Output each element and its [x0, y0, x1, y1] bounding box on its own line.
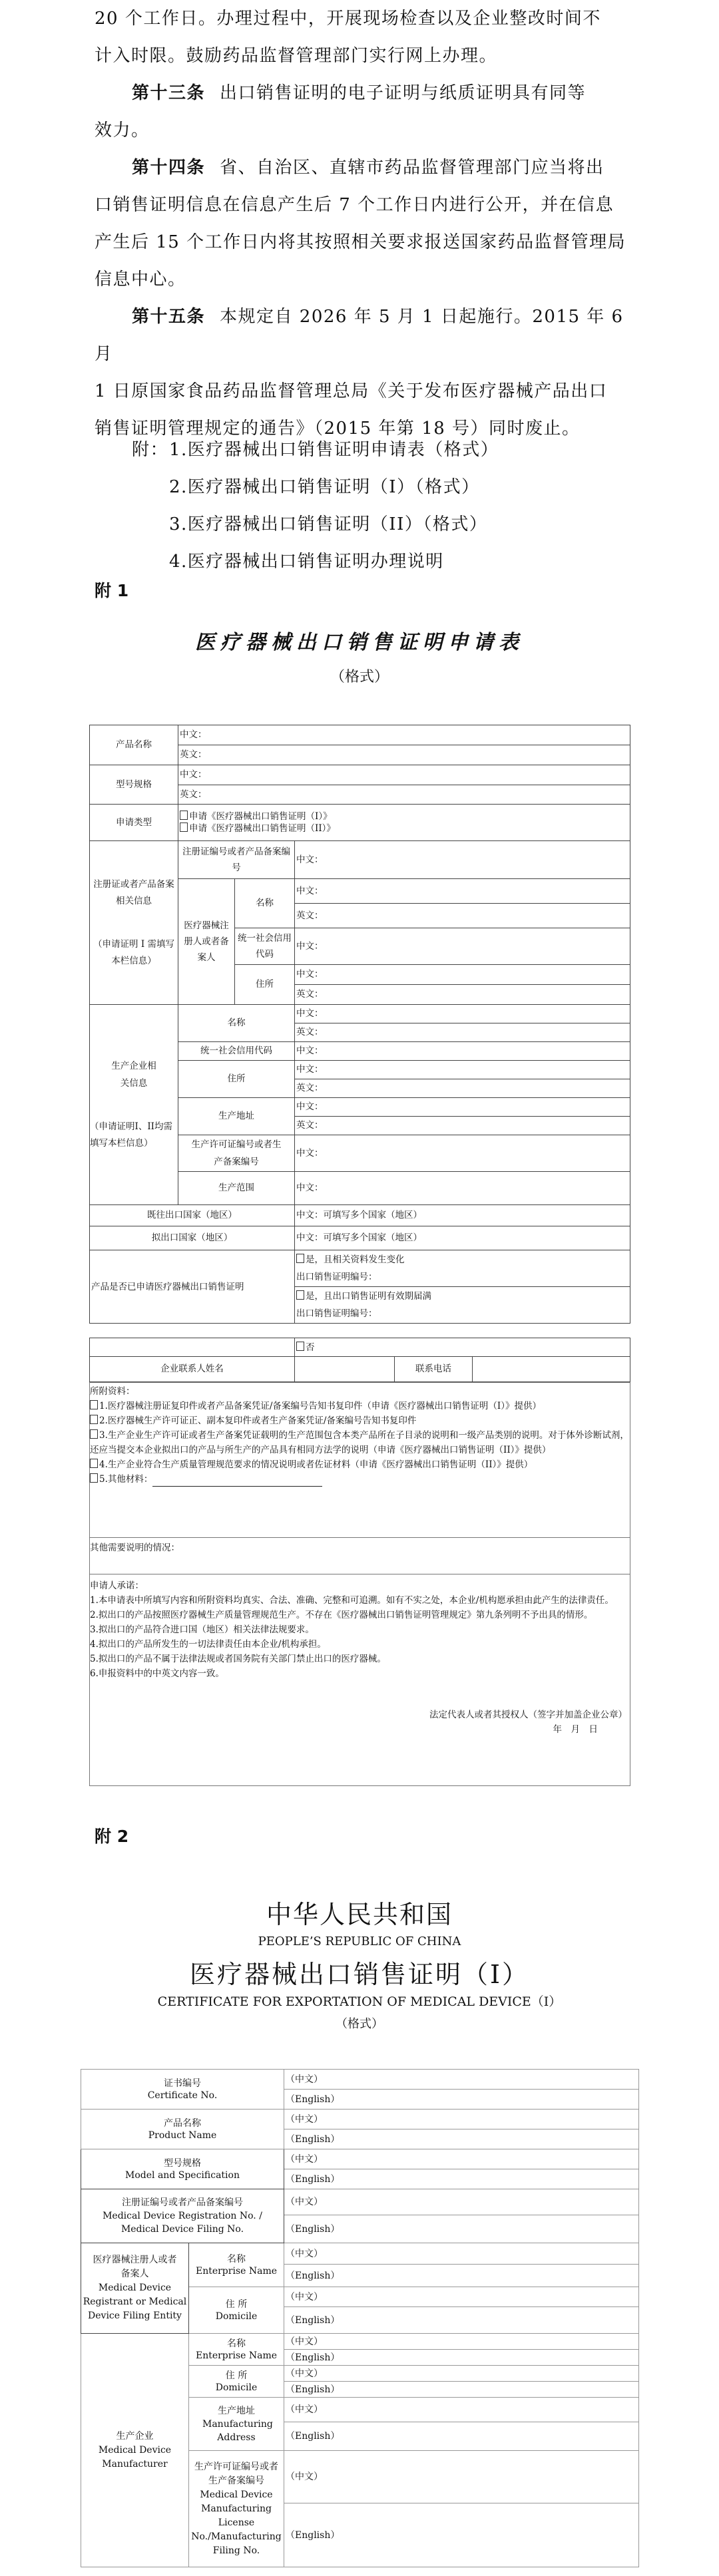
field-reg-no-zh[interactable]: 中文：	[295, 841, 630, 879]
label-mfg-address: 生产地址	[178, 1098, 295, 1135]
label-reg-section	[90, 841, 178, 1005]
field-reg-zh[interactable]: （中文）	[284, 2189, 639, 2215]
text-line: 计入时限。鼓励药品监督管理部门实行网上办理。	[95, 46, 498, 66]
checkbox-icon[interactable]	[90, 1473, 98, 1483]
reg-section-title: 注册证或者产品备案相关信息	[93, 878, 174, 906]
field-registrant-name-zh[interactable]: （中文）	[284, 2243, 639, 2265]
field-mfr-domicile-en[interactable]: 英文：	[295, 1079, 630, 1098]
pledge-section	[90, 1574, 630, 1786]
field-product-name-en[interactable]: 英文：	[178, 745, 630, 765]
article-15	[95, 298, 632, 447]
label-zh: 证书编号	[164, 2078, 201, 2089]
materials-section	[90, 1383, 630, 1538]
field-mfg-license-en[interactable]: （English）	[284, 2503, 639, 2567]
app-type-options	[178, 805, 630, 841]
field-prev-countries[interactable]: 中文：可填写多个国家（地区）	[295, 1205, 630, 1226]
field-product-zh[interactable]: （中文）	[284, 2110, 639, 2129]
certificate-table	[81, 2069, 639, 2567]
field-mfr-name-en[interactable]: 英文：	[295, 1023, 630, 1042]
field-contact-name[interactable]	[295, 1357, 395, 1382]
pledge-item: 6.申报资料中的中英文内容一致。	[90, 1668, 224, 1679]
application-form-block	[89, 1382, 630, 1786]
label-en: Medical Device Registration No. / Medical Device Filing No.	[103, 2211, 262, 2235]
application-form-table-continued	[89, 1338, 630, 1382]
label-mfr-domicile	[189, 2366, 284, 2398]
checkbox-material-5[interactable]: 5.其他材料：	[90, 1472, 630, 1487]
label-en: Medical Device Manufacturing License No./Manufacturing Filing No.	[191, 2489, 282, 2556]
label-mfg-scope: 生产范围	[178, 1172, 295, 1205]
attachment-link-3[interactable]: 3.医疗器械出口销售证明（II）（格式）	[169, 514, 488, 534]
article-15-label: 第十五条	[132, 307, 206, 327]
label-contact-phone: 联系电话	[395, 1357, 473, 1382]
field-mfr-domicile-zh[interactable]: 中文：	[295, 1061, 630, 1079]
field-registrant-name-zh[interactable]: 中文：	[295, 879, 630, 904]
label-zh: 医疗器械注册人或者备案人	[93, 2255, 177, 2279]
field-registrant-domicile-zh[interactable]: 中文：	[295, 965, 630, 985]
field-mfr-name-zh[interactable]: （中文）	[284, 2334, 639, 2350]
field-mfg-address-zh[interactable]: 中文：	[295, 1098, 630, 1117]
attachment-link-2[interactable]: 2.医疗器械出口销售证明（I）（格式）	[169, 477, 480, 497]
label-mfg-address	[189, 2398, 284, 2451]
label-zh: 住 所	[225, 2370, 248, 2381]
label-zh: 名称	[227, 2253, 246, 2265]
checkbox-app-type-2[interactable]: 申请《医疗器械出口销售证明（II）》	[180, 823, 628, 834]
label-zh: 生产企业	[116, 2430, 154, 2442]
text-line: 口销售证明信息在信息产生后 7 个工作日内进行公开，并在信息	[95, 195, 614, 215]
label-product-name: 产品名称	[90, 725, 178, 765]
checkbox-yes-expired[interactable]: 是，且出口销售证明有效期届满	[296, 1288, 628, 1305]
field-product-name-zh[interactable]: 中文：	[178, 725, 630, 745]
label-cert-no	[81, 2070, 284, 2110]
label-contact-name: 企业联系人姓名	[90, 1357, 295, 1382]
checkbox-icon[interactable]	[296, 1342, 304, 1351]
field-model-en[interactable]: 英文：	[178, 785, 630, 805]
pledge-title: 申请人承诺：	[90, 1580, 144, 1591]
annex-2-subtitle: （格式）	[336, 2017, 383, 2031]
label-mfg-license	[189, 2451, 284, 2567]
label-registrant-name: 名称	[235, 879, 295, 928]
label-mfg-license: 生产许可证编号或者生产备案编号	[178, 1135, 295, 1172]
country-name-en: PEOPLE’S REPUBLIC OF CHINA	[258, 1934, 461, 1948]
label-registrant-credit-code: 统一社会信用代码	[235, 928, 295, 965]
checkbox-icon[interactable]	[296, 1254, 304, 1263]
checkbox-material-4[interactable]: 4.生产企业符合生产质量管理规范要求的情况说明或者佐证材料（申请《医疗器械出口销售证明（II）》提供）	[90, 1457, 630, 1472]
certificate-title-zh: 医疗器械出口销售证明（I）	[189, 1960, 529, 1989]
checkbox-icon[interactable]	[180, 811, 188, 820]
checkbox-no[interactable]: 否	[295, 1338, 630, 1357]
label-app-type: 申请类型	[90, 805, 178, 841]
label-zh: 产品名称	[164, 2117, 201, 2129]
field-mfr-name-zh[interactable]: 中文：	[295, 1005, 630, 1023]
text-line: 省、自治区、直辖市药品监督管理部门应当将出	[220, 158, 604, 178]
label-en: Medical Device Manufacturer	[98, 2444, 172, 2470]
reg-section-note: （申请证明 I 需填写本栏信息）	[93, 938, 174, 966]
other-materials-input[interactable]	[152, 1477, 322, 1487]
pledge-item: 3.拟出口的产品符合进口国（地区）相关法律法规要求。	[90, 1624, 314, 1635]
body-paragraph-12-tail	[95, 0, 632, 75]
field-model-en[interactable]: （English）	[284, 2169, 639, 2189]
field-cert-no-2[interactable]: 出口销售证明编号：	[296, 1308, 377, 1319]
field-registrant-domicile-en[interactable]: （English）	[284, 2307, 639, 2334]
field-registrant-domicile-en[interactable]: 英文：	[295, 985, 630, 1005]
label-mfr-name: 名称	[178, 1005, 295, 1042]
field-registrant-domicile-zh[interactable]: （中文）	[284, 2287, 639, 2307]
text-line: 产生后 15 个工作日内将其按照相关要求报送国家药品监督管理局	[95, 232, 626, 252]
checkbox-app-type-1[interactable]: 申请《医疗器械出口销售证明（I）》	[180, 811, 628, 823]
field-registrant-name-en[interactable]: （English）	[284, 2265, 639, 2287]
label-en: Domicile	[215, 2382, 258, 2393]
attachment-prefix: 附：	[132, 440, 169, 460]
label-registrant-domicile	[189, 2287, 284, 2334]
field-mfg-license-zh[interactable]: 中文：	[295, 1135, 630, 1172]
field-registrant-name-en[interactable]: 英文：	[295, 904, 630, 928]
country-name-zh: 中华人民共和国	[266, 1900, 453, 1929]
field-mfg-license-zh[interactable]: （中文）	[284, 2451, 639, 2503]
field-mfg-address-en[interactable]: 英文：	[295, 1117, 630, 1135]
field-mfr-domicile-en[interactable]: （English）	[284, 2382, 639, 2398]
annex-1-label: 附 1	[95, 581, 129, 600]
field-contact-phone[interactable]	[473, 1357, 630, 1382]
checkbox-icon[interactable]	[90, 1459, 98, 1468]
label-en: Enterprise Name	[195, 2265, 278, 2277]
annex-2-label: 附 2	[95, 1827, 129, 1846]
label-en: Certificate No.	[147, 2090, 218, 2101]
checkbox-icon[interactable]	[90, 1400, 98, 1409]
annex-1-subtitle: （格式）	[330, 669, 389, 685]
label-product-name	[81, 2110, 284, 2149]
pledge-item: 1.本申请表中所填写内容和所附资料均真实、合法、准确、完整和可追溯。如有不实之处，本企业/机构愿承担由此产生的法律责任。	[90, 1595, 614, 1606]
text-line: 信息中心。	[95, 270, 186, 289]
field-mfr-credit-code-zh[interactable]: 中文：	[295, 1042, 630, 1061]
article-14	[95, 149, 632, 298]
field-mfr-name-en[interactable]: （English）	[284, 2350, 639, 2366]
label-zh: 名称	[227, 2338, 246, 2349]
other-notes-label: 其他需要说明的情况：	[90, 1543, 180, 1553]
label-model-spec: 型号规格	[90, 765, 178, 805]
label-zh: 注册证编号或者产品备案编号	[122, 2197, 243, 2208]
checkbox-icon[interactable]	[90, 1415, 98, 1424]
label-registrant: 医疗器械注册人或者备案人	[178, 879, 235, 1005]
label-registrant-domicile: 住所	[235, 965, 295, 1005]
checkbox-icon[interactable]	[180, 823, 188, 832]
signature-line: 法定代表人或者其授权人（签字并加盖企业公章）	[429, 1710, 627, 1720]
label-zh: 住 所	[225, 2299, 248, 2310]
mfr-section-title: 生产企业相关信息	[111, 1061, 156, 1089]
article-14-label: 第十四条	[132, 158, 206, 178]
text-line: 出口销售证明的电子证明与纸质证明具有同等	[220, 83, 587, 103]
label-mfr-credit-code: 统一社会信用代码	[178, 1042, 295, 1061]
article-13	[95, 75, 632, 149]
pledge-item: 4.拟出口的产品所发生的一切法律责任由本企业/机构承担。	[90, 1639, 326, 1650]
checkbox-icon[interactable]	[296, 1290, 304, 1300]
field-model-zh[interactable]: 中文：	[178, 765, 630, 785]
pledge-item: 5.拟出口的产品不属于法律法规或者国务院有关部门禁止出口的医疗器械。	[90, 1654, 386, 1664]
label-registrant	[81, 2243, 189, 2334]
checkbox-material-2[interactable]: 2.医疗器械生产许可证正、副本复印件或者生产备案凭证/备案编号告知书复印件	[90, 1413, 630, 1428]
label-mfr-domicile: 住所	[178, 1061, 295, 1098]
label-en: Manufacturing Address	[202, 2418, 273, 2443]
option-yes-changed	[295, 1250, 630, 1287]
attachment-link-1[interactable]: 1.医疗器械出口销售证明申请表（格式）	[169, 440, 499, 460]
checkbox-material-3[interactable]: 3.生产企业生产许可证或者生产备案凭证载明的生产范围包含本类产品所在子目录的说明和一级产品类别的说明。对于体外诊断试剂，还应当提交本企业拟出口的产品与所生产的产品具有相同方法学的说明（申请《医疗器械出口销售证明（II）》提供）	[90, 1430, 629, 1455]
empty-cell	[90, 1338, 295, 1357]
label-mfr-section	[90, 1005, 178, 1205]
materials-title: 所附资料：	[90, 1386, 135, 1397]
field-cert-no-en[interactable]: （English）	[284, 2090, 639, 2110]
label-registrant-name	[189, 2243, 284, 2287]
field-cert-no-zh[interactable]: （中文）	[284, 2070, 639, 2090]
label-en: Medical Device Registrant or Medical Device Filing Entity	[83, 2283, 187, 2321]
text-line: 1 日原国家食品药品监督管理总局《关于发布医疗器械产品出口	[95, 381, 608, 401]
field-product-en[interactable]: （English）	[284, 2129, 639, 2149]
label-zh: 生产许可证编号或者生产备案编号	[194, 2461, 278, 2486]
label-reg-no	[81, 2189, 284, 2243]
label-en: Model and Specification	[125, 2169, 240, 2181]
label-en: Domicile	[215, 2310, 258, 2322]
label-reg-no: 注册证编号或者产品备案编号	[178, 841, 295, 879]
label-mfr-name	[189, 2334, 284, 2366]
text-line: 本规定自 2026 年 5 月 1 日起施行。2015 年 6 月	[95, 307, 624, 364]
mfr-section-note: （申请证明I、II均需填写本栏信息）	[90, 1121, 172, 1149]
label-planned-countries: 拟出口国家（地区）	[90, 1226, 295, 1250]
pledge-item: 2.拟出口的产品按照医疗器械生产质量管理规范生产。不存在《医疗器械出口销售证明管理规定》第九条列明不予出具的情形。	[90, 1610, 593, 1620]
label-zh: 生产地址	[218, 2405, 255, 2416]
field-planned-countries[interactable]: 中文：可填写多个国家（地区）	[295, 1226, 630, 1250]
checkbox-material-1[interactable]: 1.医疗器械注册证复印件或者产品备案凭证/备案编号告知书复印件（申请《医疗器械出口销售证明（I）》提供）	[90, 1399, 630, 1413]
text-line: 20 个工作日。办理过程中，开展现场检查以及企业整改时间不	[95, 9, 601, 29]
article-13-label: 第十三条	[132, 83, 206, 103]
certificate-title-en: CERTIFICATE FOR EXPORTATION OF MEDICAL DEVICE（I）	[157, 1994, 562, 2009]
field-mfr-domicile-zh[interactable]: （中文）	[284, 2366, 639, 2382]
option-yes-expired	[295, 1287, 630, 1324]
label-prev-countries: 既往出口国家（地区）	[90, 1205, 295, 1226]
label-manufacturer	[81, 2334, 189, 2567]
field-mfg-scope-zh[interactable]: 中文：	[295, 1172, 630, 1205]
field-mfg-address-zh[interactable]: （中文）	[284, 2398, 639, 2422]
label-model-spec	[81, 2149, 284, 2189]
checkbox-icon[interactable]	[90, 1429, 98, 1439]
text-line: 效力。	[95, 120, 150, 140]
label-en: Product Name	[148, 2129, 217, 2141]
label-zh: 型号规格	[164, 2157, 201, 2169]
application-form-table	[89, 725, 630, 1324]
signature-date: 年 月 日	[553, 1724, 598, 1735]
field-reg-en[interactable]: （English）	[284, 2215, 639, 2243]
label-applied-before: 产品是否已申请医疗器械出口销售证明	[90, 1250, 295, 1324]
other-notes-section[interactable]	[90, 1538, 630, 1574]
annex-1-title: 医疗器械出口销售证明申请表	[195, 631, 524, 654]
label-en: Enterprise Name	[195, 2350, 278, 2361]
attachment-link-4[interactable]: 4.医疗器械出口销售证明办理说明	[169, 552, 444, 572]
text-line: 销售证明管理规定的通告》（2015 年第 18 号）同时废止。	[95, 419, 581, 439]
checkbox-yes-changed[interactable]: 是，且相关资料发生变化	[296, 1251, 628, 1268]
field-model-zh[interactable]: （中文）	[284, 2149, 639, 2169]
field-cert-no-1[interactable]: 出口销售证明编号：	[296, 1272, 377, 1282]
field-registrant-credit-code-zh[interactable]: 中文：	[295, 928, 630, 965]
field-mfg-address-en[interactable]: （English）	[284, 2422, 639, 2451]
